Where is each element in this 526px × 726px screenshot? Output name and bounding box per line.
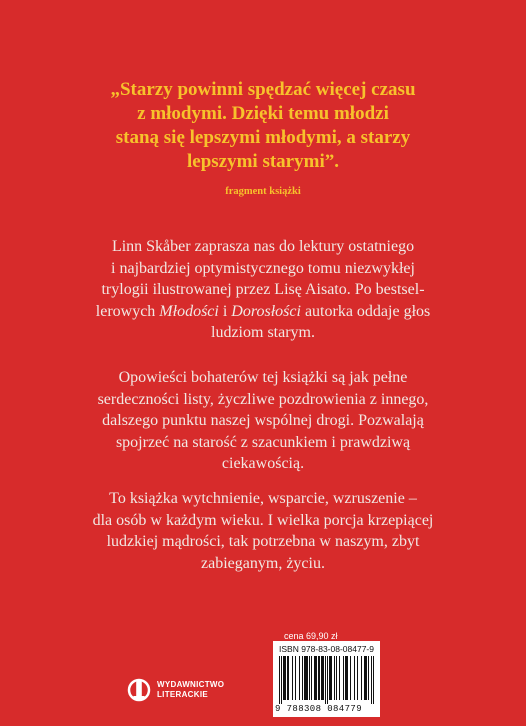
barcode-bar <box>279 656 280 704</box>
barcode-bar <box>364 656 365 700</box>
blurb-paragraph-1 <box>0 236 526 344</box>
barcode-bar <box>325 656 326 704</box>
barcode-bar <box>307 656 308 700</box>
isbn-label: ISBN 978-83-08-08477-9 <box>279 644 374 654</box>
barcode-bar <box>366 656 367 700</box>
barcode-bar <box>371 656 372 704</box>
barcode-bar <box>304 656 305 700</box>
book-title-mlodosci: Młodości <box>159 302 219 320</box>
barcode-bar <box>346 656 347 700</box>
barcode-bar <box>347 656 348 700</box>
publisher-name-line: WYDAWNICTWO <box>157 680 225 689</box>
blurb-line: Linn Skåber zaprasza nas do lektury ostatniego <box>111 238 415 255</box>
blurb-line: dalszego punktu naszej wspólnej drogi. Pozwalają <box>102 412 424 429</box>
barcode-bar <box>305 656 306 700</box>
blurb-paragraph-3 <box>0 488 526 574</box>
blurb-line: ludziom starym. <box>211 324 315 341</box>
barcode-bar <box>302 656 303 700</box>
barcode-bar <box>287 656 288 700</box>
barcode-bar <box>315 656 316 700</box>
barcode-bar <box>281 656 282 704</box>
barcode-bar <box>318 656 319 700</box>
barcode-bar <box>327 656 328 704</box>
barcode-bar <box>319 656 320 700</box>
barcode-bar <box>354 656 355 700</box>
blurb-line: spojrzeć na starość z szacunkiem i prawdziwą <box>115 433 411 451</box>
book-title-doroslosci: Dorosłości <box>231 302 301 320</box>
quote-line: staną się lepszymi młodymi, a starzy <box>115 127 411 148</box>
barcode-bars <box>279 656 374 704</box>
barcode-bar <box>350 656 351 700</box>
ean-digits: 9 788308 084779 <box>275 704 363 714</box>
barcode-bar <box>334 656 335 700</box>
blurb-line: Opowieści bohaterów tej książki są jak pełne <box>118 369 408 386</box>
barcode-bar <box>284 656 285 700</box>
barcode-bar <box>306 656 307 700</box>
quote-line: z młodymi. Dzięki temu młodzi <box>137 103 389 124</box>
barcode-bar <box>321 656 322 700</box>
blurb-paragraph-2 <box>0 367 526 475</box>
blurb-text: lerowych <box>95 302 160 320</box>
barcode-bar <box>368 656 369 700</box>
barcode-bar <box>285 656 286 700</box>
blurb-line: zabieganym, życiu. <box>201 554 325 572</box>
blurb-line: i najbardziej optymistycznego tomu niezwykłej <box>111 259 415 277</box>
quote-source: fragment książki <box>225 186 301 197</box>
barcode-bar <box>357 656 358 700</box>
price-label: cena 69,90 zł <box>284 631 338 641</box>
blurb-line: dla osób w każdym wieku. I wielka porcja krzepiącej <box>92 511 434 529</box>
publisher-logo-icon <box>127 675 151 705</box>
barcode-bar <box>345 656 346 700</box>
publisher-name-line: LITERACKIE <box>157 690 208 699</box>
blurb-line: ciekawością. <box>221 455 305 472</box>
barcode-bar <box>331 656 332 700</box>
blurb-line <box>0 301 526 323</box>
barcode-bar <box>339 656 340 700</box>
blurb-line: To książka wytchnienie, wsparcie, wzruszenie – <box>109 490 417 507</box>
isbn-barcode <box>273 641 380 717</box>
barcode-bar <box>373 656 374 704</box>
barcode-bar <box>292 656 293 700</box>
barcode-bar <box>365 656 366 700</box>
blurb-line: ludzkiej mądrości, tak potrzebna w naszym, zbyt <box>106 533 420 550</box>
back-cover-quote <box>0 78 526 174</box>
barcode-bar <box>336 656 337 700</box>
barcode-bar <box>330 656 331 700</box>
barcode-bar <box>316 656 317 700</box>
barcode-bar <box>314 656 315 700</box>
barcode-bar <box>299 656 300 700</box>
barcode-bar <box>309 656 310 700</box>
barcode-bar <box>361 656 362 700</box>
blurb-text: autorka oddaje głos <box>300 302 431 320</box>
publisher-name <box>157 680 224 700</box>
barcode-bar <box>311 656 312 700</box>
quote-line: „Starzy powinni spędzać więcej czasu <box>110 79 416 100</box>
barcode-bar <box>288 656 289 700</box>
barcode-bar <box>295 656 296 700</box>
barcode-bar <box>323 656 324 700</box>
blurb-line: trylogii ilustrowanej przez Lisę Aisato. Po bestsel- <box>101 281 425 298</box>
quote-line: lepszymi starymi”. <box>187 151 339 172</box>
barcode-bar <box>329 656 330 700</box>
blurb-text: i <box>218 302 232 320</box>
barcode-bar <box>343 656 344 700</box>
barcode-bar <box>322 656 323 700</box>
publisher-logo <box>127 675 224 705</box>
blurb-line: serdeczności listy, życzliwe pozdrowienia z innego, <box>97 390 429 408</box>
barcode-bar <box>283 656 284 700</box>
